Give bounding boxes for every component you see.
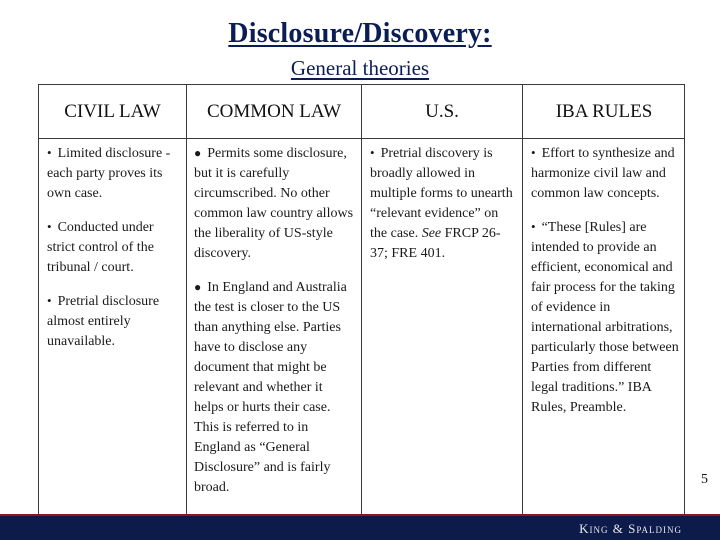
header-us: U.S. <box>425 100 459 122</box>
bullet-icon: • <box>47 293 52 308</box>
comparison-table <box>38 84 685 516</box>
cell-civil-law <box>39 143 186 365</box>
cell-us <box>362 143 522 277</box>
cell-common-law <box>187 143 361 511</box>
list-item: • Pretrial discovery is broadly allowed in multiple forms to unearth “relevant evidence” on the case. See FRCP 26-37; FRE 401. <box>370 145 513 261</box>
bullet-icon: • <box>531 145 536 160</box>
brand-logo: King & Spalding <box>579 521 682 536</box>
header-common-law: COMMON LAW <box>206 100 342 122</box>
cell-iba-rules <box>523 143 685 431</box>
citation: FRCP 26-37; FRE 401. <box>370 226 501 261</box>
bullet-icon: • <box>47 145 52 160</box>
list-item: • Effort to synthesize and harmonize civil law and common law concepts. <box>531 145 675 201</box>
bullet-icon: ● <box>194 280 202 294</box>
slide-subtitle: General theories <box>290 56 430 80</box>
bullet-icon: ● <box>194 146 202 160</box>
list-item: • Conducted under strict control of the tribunal / court. <box>47 219 154 275</box>
header-civil-law: CIVIL LAW <box>64 100 161 122</box>
list-item: • “These [Rules] are intended to provide an efficient, economical and fair process for the taking of evidence in international arbitrations, particularly those between Parties from different legal traditions.” IBA Rules, Preamble. <box>531 219 679 415</box>
list-item: ● In England and Australia the test is closer to the US than anything else. Parties have to disclose any document that might be relevant and whether it helps or hurts their case. This is referred to in England as “General Disclosure” and is fairly broad. <box>194 277 355 498</box>
page-number: 5 <box>701 472 708 487</box>
bullet-icon: • <box>370 145 375 160</box>
list-item: • Limited disclosure - each party proves its own case. <box>47 145 171 201</box>
header-divider <box>39 138 684 139</box>
header-iba-rules: IBA RULES <box>555 100 653 122</box>
slide-title: Disclosure/Discovery: <box>228 18 492 49</box>
list-item: ● Permits some disclosure, but it is carefully circumscribed. No other common law country allows the liberality of US-style discovery. <box>194 143 355 264</box>
bullet-icon: • <box>531 219 536 234</box>
list-item: • Pretrial disclosure almost entirely unavailable. <box>47 293 160 349</box>
bullet-icon: • <box>47 219 52 234</box>
see-signal: See <box>421 226 442 241</box>
